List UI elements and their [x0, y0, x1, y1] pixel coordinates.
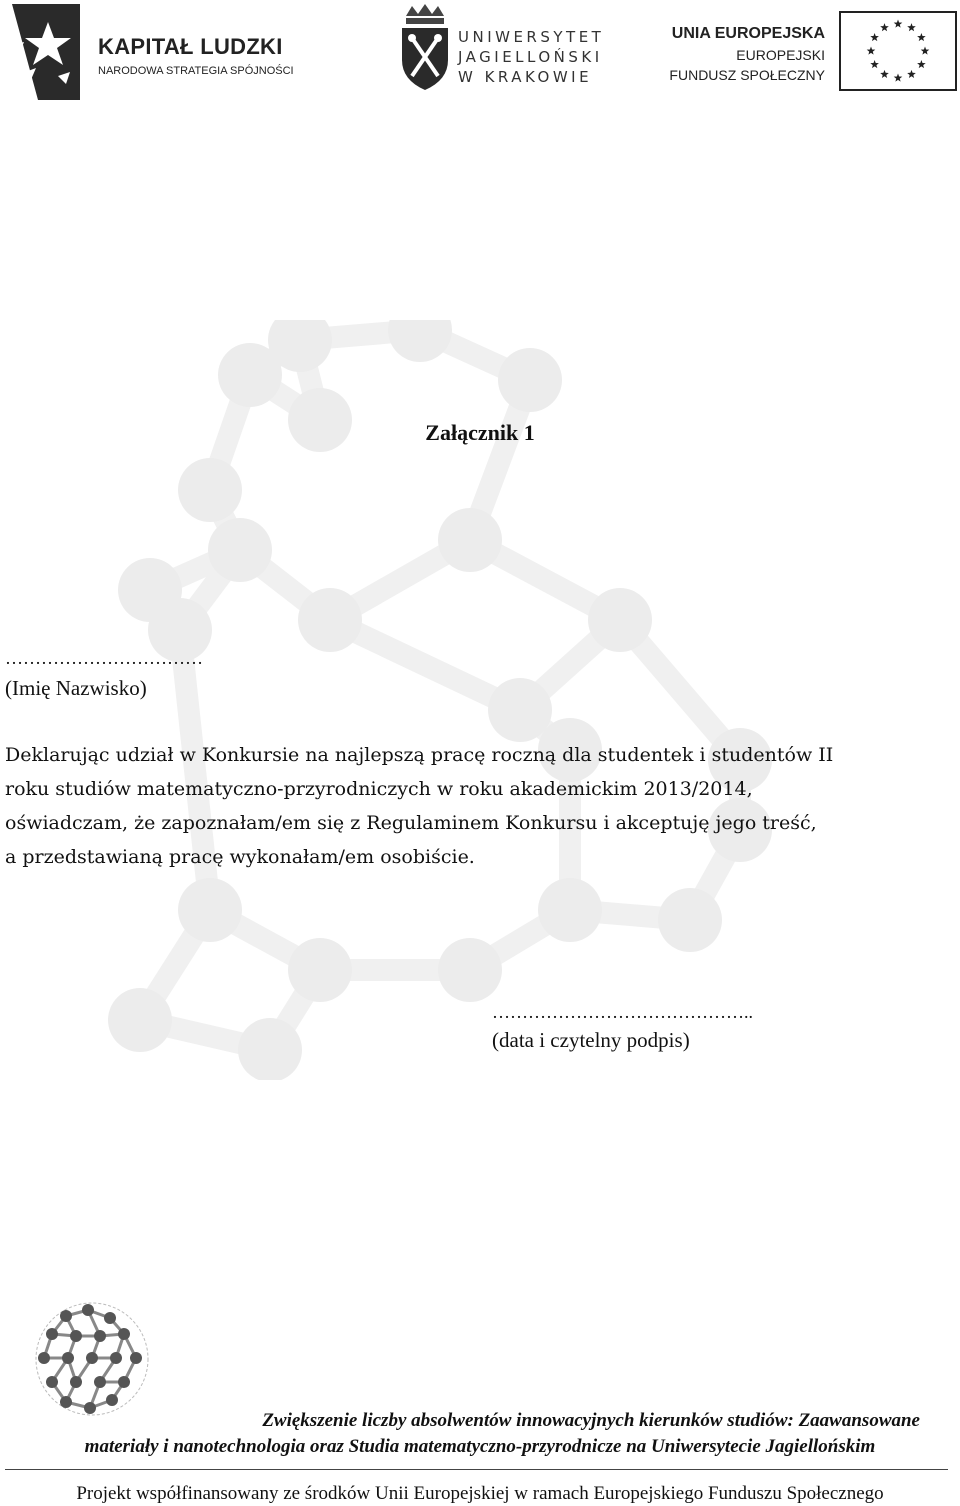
- declaration-line: roku studiów matematyczno-przyrodniczych w roku akademickim 2013/2014,: [5, 778, 753, 800]
- watermark-atom: [108, 988, 172, 1052]
- kapital-ludzki-subtitle: NARODOWA STRATEGIA SPÓJNOŚCI: [98, 65, 294, 77]
- footer-icon-atom: [46, 1376, 58, 1388]
- project-title-line1: Zwiększenie liczby absolwentów innowacyjnych kierunków studiów: Zaawansowane: [262, 1410, 920, 1431]
- eu-flag-icon: [839, 11, 957, 91]
- watermark-atom: [238, 1018, 302, 1080]
- watermark-atom: [208, 518, 272, 582]
- signature-dotted-line: ……………………………………..: [492, 1002, 753, 1022]
- watermark-atom: [658, 888, 722, 952]
- eu-name-line3: FUNDUSZ SPOŁECZNY: [669, 67, 825, 83]
- attachment-title: Załącznik 1: [425, 420, 535, 445]
- eu-name-line2: EUROPEJSKI: [736, 47, 825, 63]
- uj-name-line3: W KRAKOWIE: [458, 68, 593, 86]
- watermark-atom: [288, 938, 352, 1002]
- funding-statement: Projekt współfinansowany ze środków Unii Europejskiej w ramach Europejskiego Funduszu Społecznego: [76, 1483, 884, 1504]
- name-dotted-line: ……………………………: [5, 648, 203, 668]
- kapital-ludzki-star-icon: [8, 4, 88, 100]
- footer-icon-atom: [94, 1330, 106, 1342]
- project-title-line2: materiały i nanotechnologia oraz Studia matematyczno-przyrodnicze na Uniwersytecie Jagiellońskim: [84, 1436, 876, 1457]
- watermark-atom: [538, 878, 602, 942]
- footer-icon-atom: [86, 1352, 98, 1364]
- uj-name-line2: JAGIELLOŃSKI: [458, 48, 603, 66]
- footer-icon-atom: [118, 1328, 130, 1340]
- unia-europejska-logo: [665, 10, 960, 100]
- watermark-atom: [178, 878, 242, 942]
- footer-icon-atom: [104, 1312, 116, 1324]
- uniwersytet-jagiellonski-logo: [398, 2, 605, 92]
- watermark-atom: [498, 348, 562, 412]
- footer-icon-atom: [38, 1352, 50, 1364]
- footer-icon-atom: [70, 1330, 82, 1342]
- footer-icon-atom: [130, 1352, 142, 1364]
- kapital-ludzki-logo: [8, 4, 318, 100]
- watermark-atom: [218, 343, 282, 407]
- declaration-line: oświadczam, że zapoznałam/em się z Regulaminem Konkursu i akceptuję jego treść,: [5, 812, 817, 834]
- footer-icon-atom: [70, 1376, 82, 1388]
- name-label: (Imię Nazwisko): [5, 676, 147, 700]
- fullerene-footer-icon: [26, 1300, 158, 1418]
- uj-name-line1: UNIWERSYTET: [458, 28, 605, 46]
- footer-icon-atom: [62, 1352, 74, 1364]
- footer-icon-atom: [118, 1376, 130, 1388]
- eu-name-line1: UNIA EUROPEJSKA: [671, 25, 825, 42]
- footer-divider: [5, 1469, 948, 1470]
- uj-crest-icon: [398, 2, 452, 92]
- footer-icon-atom: [94, 1376, 106, 1388]
- footer-icon-atom: [106, 1394, 118, 1406]
- watermark-atom: [438, 508, 502, 572]
- footer-icon-atom: [60, 1310, 72, 1322]
- footer-icon-atom: [110, 1352, 122, 1364]
- watermark-atom: [438, 938, 502, 1002]
- watermark-atom: [178, 458, 242, 522]
- watermark-atom: [388, 320, 452, 362]
- footer-icon-atom: [60, 1396, 72, 1408]
- footer-icon-atom: [82, 1304, 94, 1316]
- declaration-line: a przedstawianą pracę wykonałam/em osobiście.: [5, 846, 475, 868]
- watermark-atom: [298, 588, 362, 652]
- footer-icon-atom: [46, 1328, 58, 1340]
- declaration-line: Deklarując udział w Konkursie na najlepszą pracę roczną dla studentek i studentów II: [5, 744, 834, 766]
- declaration-paragraph: [5, 738, 945, 874]
- signature-label: (data i czytelny podpis): [492, 1028, 690, 1052]
- watermark-atom: [588, 588, 652, 652]
- kapital-ludzki-title: KAPITAŁ LUDZKI: [98, 34, 283, 59]
- watermark-atom: [488, 678, 552, 742]
